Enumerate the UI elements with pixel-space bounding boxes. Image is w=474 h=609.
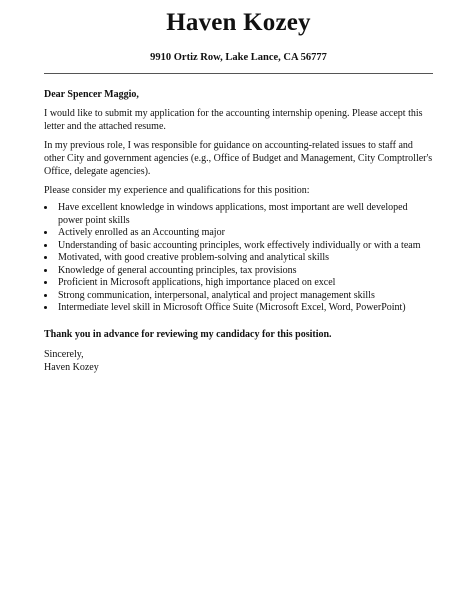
intro-paragraph: I would like to submit my application for the accounting internship opening. Please accept this letter and the attached resume.: [44, 108, 423, 132]
list-item: • Intermediate level skill in Microsoft Office Suite (Microsoft Excel, Word, PowerPoint): [56, 302, 433, 315]
qualifications-intro: Please consider my experience and qualifications for this position:: [44, 185, 310, 196]
list-item: • Have excellent knowledge in windows applications, most important are well developed power point skills: [56, 202, 433, 227]
list-item: • Motivated, with good creative problem-solving and analytical skills: [56, 252, 433, 265]
list-item: • Proficient in Microsoft applications, high importance placed on excel: [56, 277, 433, 290]
experience-paragraph: In my previous role, I was responsible for guidance on accounting-related issues to staff and other City and government agencies (e.g., Office of Budget and Management, City Comptroller's Office, delegate agencies).: [44, 140, 433, 177]
applicant-name: Haven Kozey: [166, 9, 311, 36]
salutation: Dear Spencer Maggio,: [44, 89, 139, 100]
qualifications-list: [44, 202, 433, 315]
header-divider: [44, 73, 433, 74]
list-item: • Understanding of basic accounting principles, work effectively individually or with a team: [56, 240, 433, 253]
signature-name: Haven Kozey: [44, 361, 99, 373]
applicant-address: 9910 Ortiz Row, Lake Lance, CA 56777: [150, 52, 327, 63]
closing-statement: Thank you in advance for reviewing my candidacy for this position.: [44, 328, 332, 340]
list-item: • Strong communication, interpersonal, analytical and project management skills: [56, 290, 433, 303]
list-item: • Actively enrolled as an Accounting major: [56, 227, 433, 240]
list-item: • Knowledge of general accounting principles, tax provisions: [56, 265, 433, 278]
sign-off: Sincerely,: [44, 348, 84, 360]
